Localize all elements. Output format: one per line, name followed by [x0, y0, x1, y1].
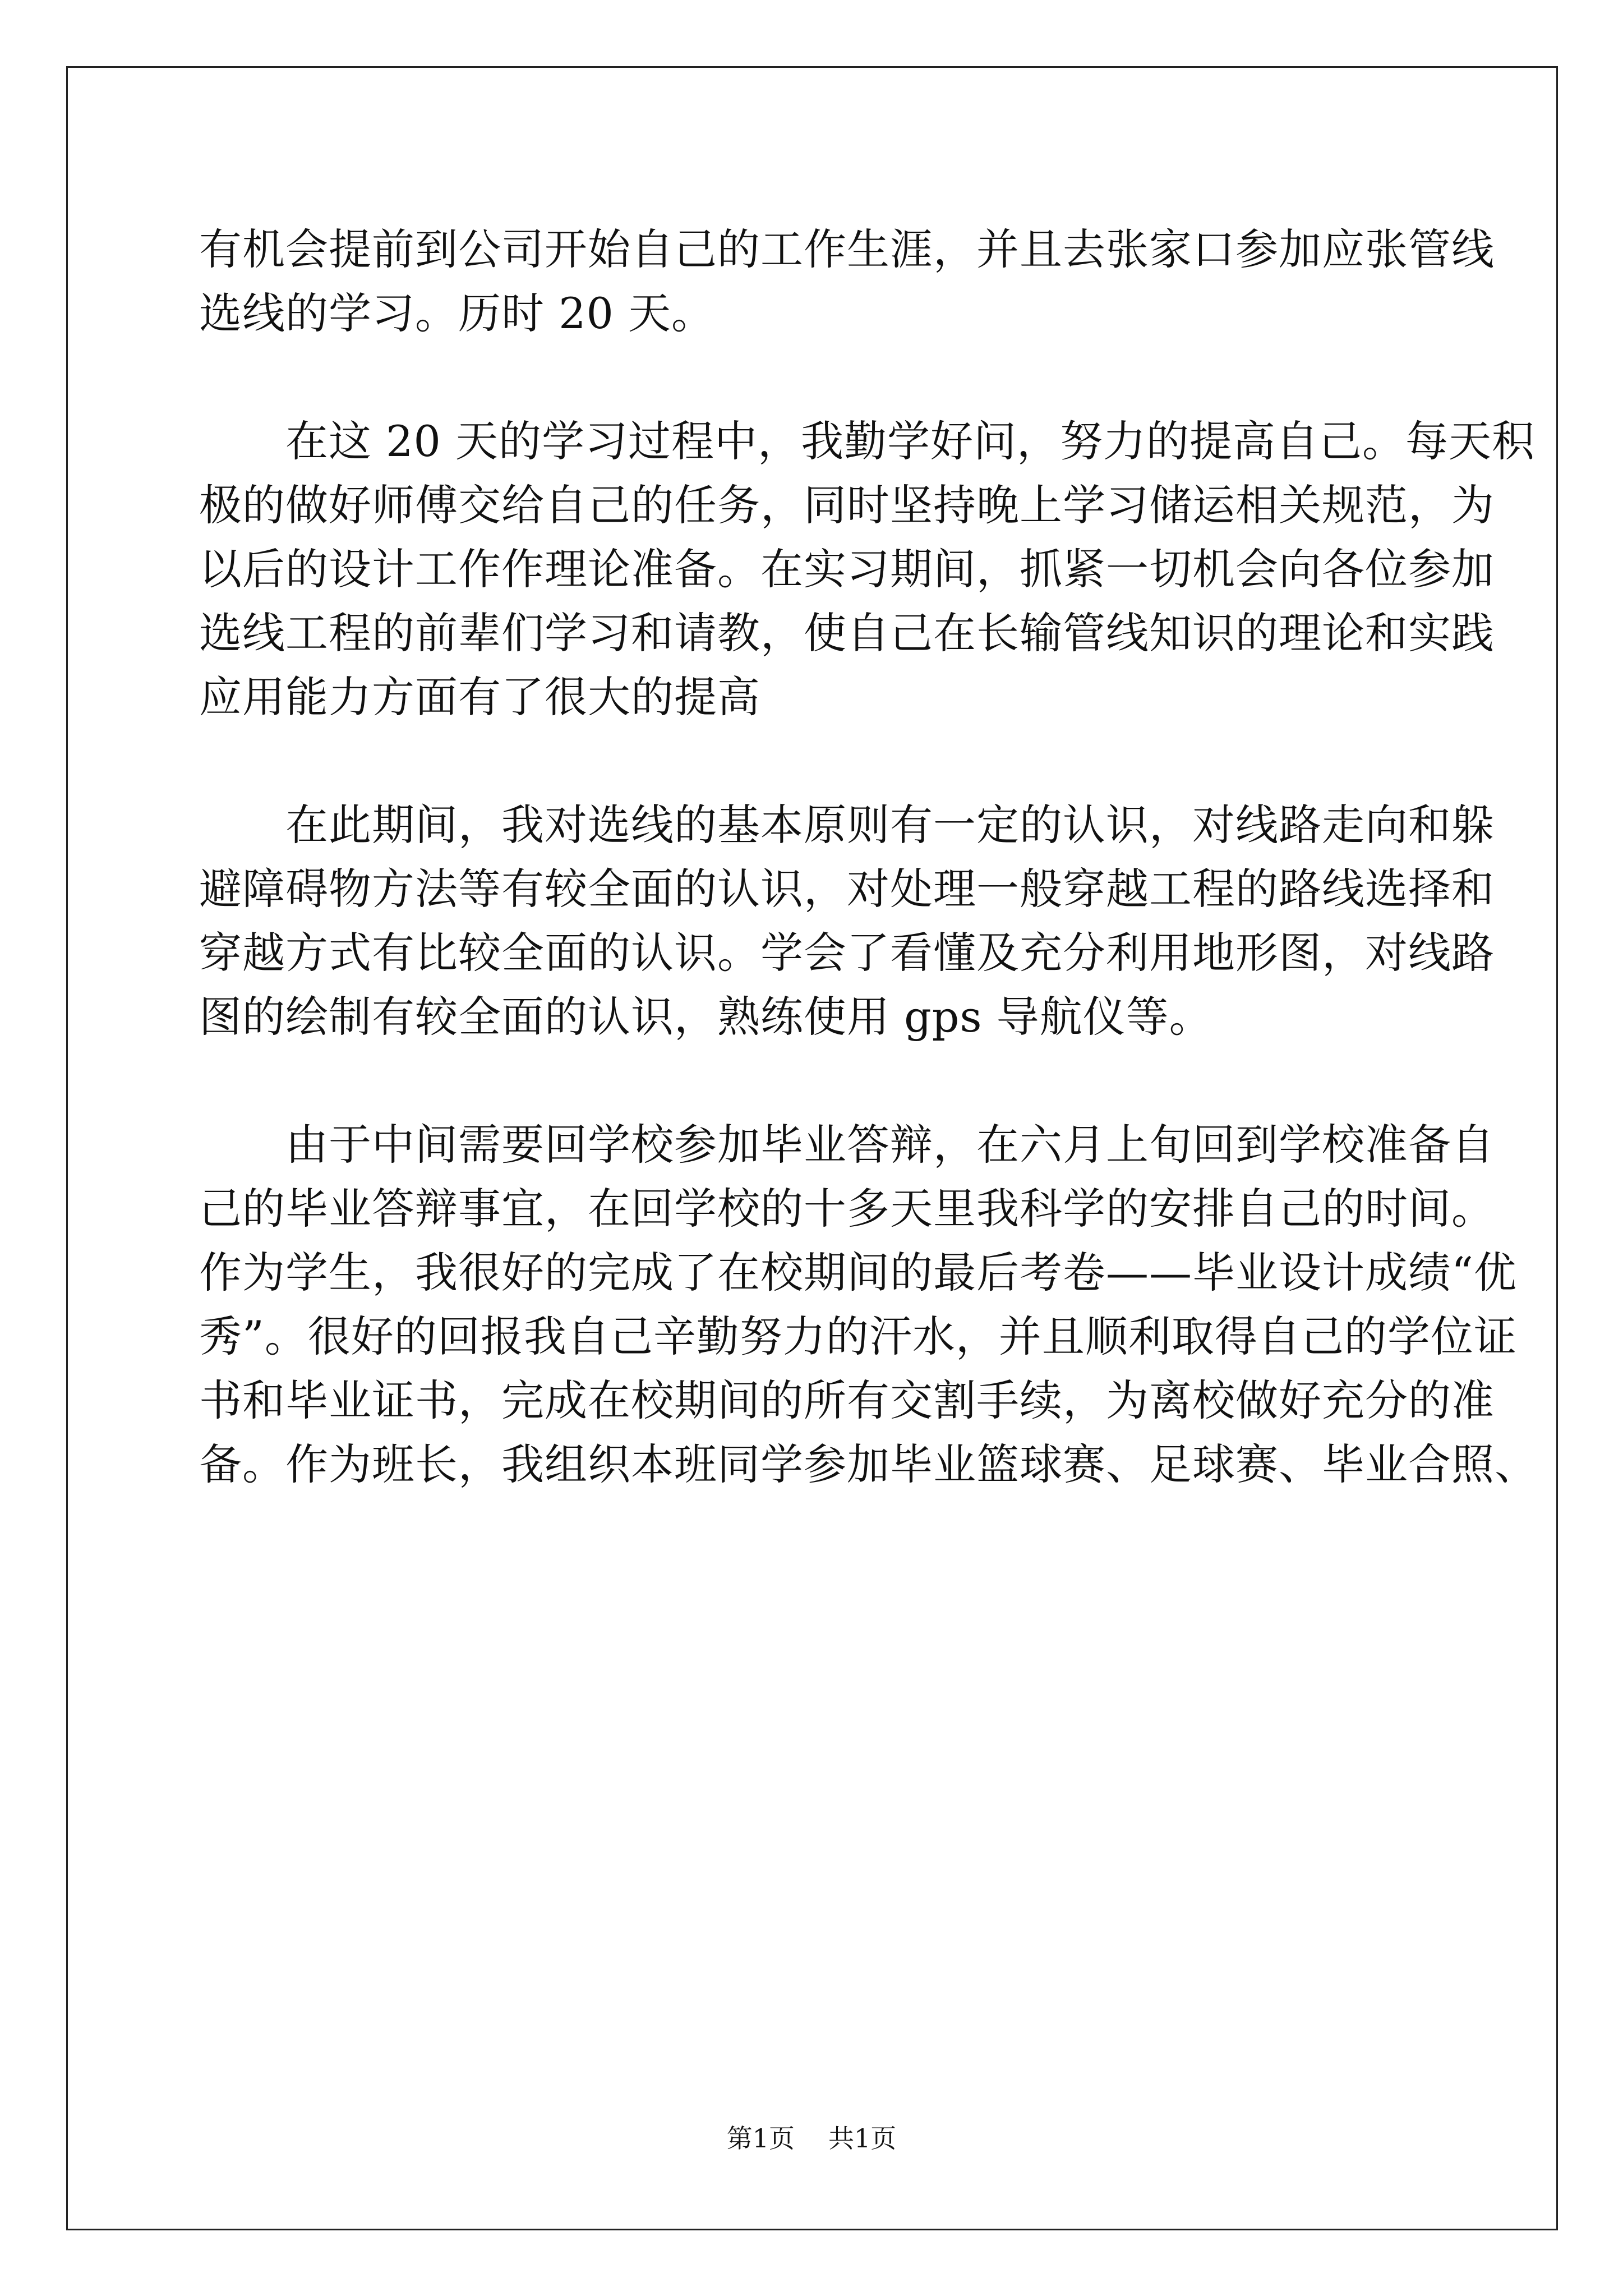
body-line: 己的毕业答辩事宜，在回学校的十多天里我科学的安排自己的时间。: [199, 1184, 1495, 1234]
page-total: 共1页: [828, 2123, 897, 2154]
body-line: 有机会提前到公司开始自己的工作生涯，并且去张家口参加应张管线: [199, 224, 1495, 274]
body-line: [199, 1049, 1430, 1113]
body-line: 以后的设计工作作理论准备。在实习期间，抓紧一切机会向各位参加: [199, 544, 1495, 594]
body-line: 穿越方式有比较全面的认识。学会了看懂及充分利用地形图，对线路: [199, 928, 1495, 978]
body-line: 在此期间，我对选线的基本原则有一定的认识，对线路走向和躲: [199, 800, 1495, 850]
body-line: 由于中间需要回学校参加毕业答辩，在六月上旬回到学校准备自: [199, 1120, 1495, 1170]
body-line: 备。作为班长，我组织本班同学参加毕业篮球赛、足球赛、毕业合照、: [199, 1439, 1538, 1489]
body-line: [199, 346, 1430, 409]
body-line: 图的绘制有较全面的认识，熟练使用 gps 导航仪等。: [199, 992, 1212, 1042]
document-body: [199, 218, 1538, 1497]
page-number: 第1页: [726, 2123, 795, 2154]
body-line: 选线工程的前辈们学习和请教，使自己在长输管线知识的理论和实践: [199, 608, 1495, 658]
body-line: [199, 729, 1430, 793]
body-line: 在这 20 天的学习过程中，我勤学好问，努力的提高自己。每天积: [199, 416, 1536, 466]
body-line: 选线的学习。历时 20 天。: [199, 288, 715, 338]
body-line: 极的做好师傅交给自己的任务，同时坚持晚上学习储运相关规范，为: [199, 480, 1495, 530]
body-line: 书和毕业证书，完成在校期间的所有交割手续，为离校做好充分的准: [199, 1375, 1495, 1425]
body-line: 作为学生，我很好的完成了在校期间的最后考卷——毕业设计成绩“优: [199, 1248, 1517, 1297]
body-line: 秀”。很好的回报我自己辛勤努力的汗水，并且顺利取得自己的学位证: [199, 1312, 1517, 1361]
page-footer: [0, 2122, 1623, 2155]
body-line: 应用能力方面有了很大的提高: [199, 672, 760, 722]
body-line: 避障碍物方法等有较全面的认识，对处理一般穿越工程的路线选择和: [199, 864, 1495, 914]
